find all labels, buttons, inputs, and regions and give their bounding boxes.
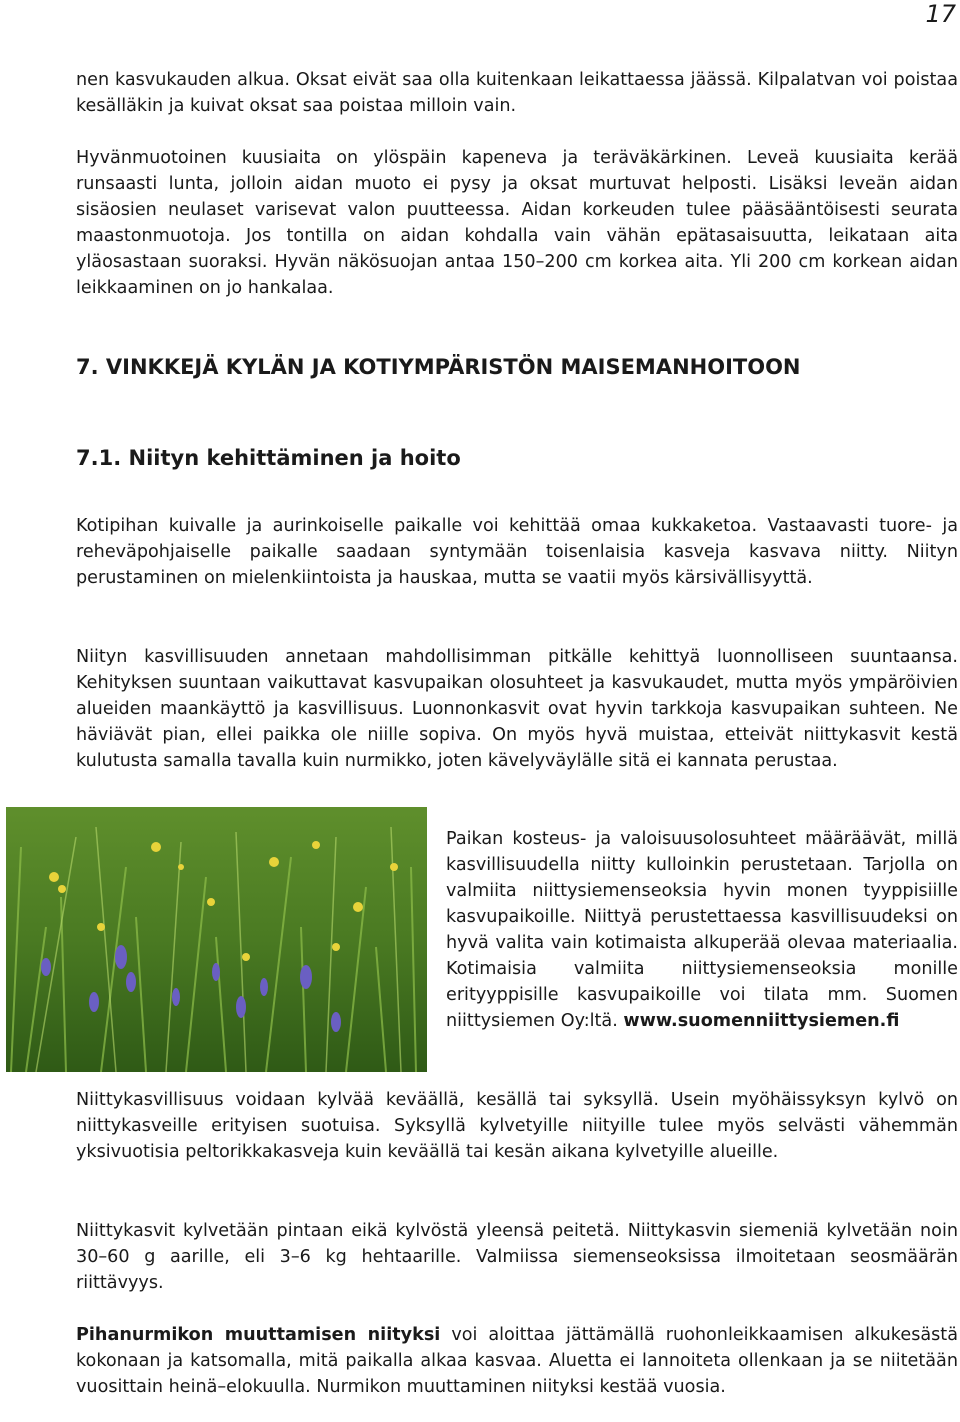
lawn-to-meadow-body: voi aloittaa jättämällä ruohonleikkaamisen alkukesästä kokonaan ja katsomalla, mitä paikalla alkaa kasvaa. Aluetta ei lannoiteta ollenkaan ja se niitetään vuosittain heinä–elokuulla. Nurmikon muuttaminen niityksi kestää vuosia.: [76, 1325, 958, 1397]
paragraph-spruce-hedge: Hyvänmuotoinen kuusiaita on ylöspäin kapeneva ja teräväkärkinen. Leveä kuusiaita kerää runsaasti lunta, jolloin aidan muoto ei pysy ja oksat murtuvat helposti. Lisäksi leveän aidan sisäosien neulaset varisevat valon puutteessa. Aidan korkeuden tulee pääsääntöisesti seurata maastonmuotoja. Jos tontilla on aidan kohdalla vain vähän epätasaisuutta, leikataan aita yläosastaan suoraksi. Hyvän näkösuojan antaa 150–200 cm korkea aita. Yli 200 cm korkean aidan leikkaaminen on jo hankalaa.: [76, 148, 958, 298]
meadow-photo: [6, 807, 427, 1072]
supplier-link[interactable]: www.suomenniittysiemen.fi: [623, 1011, 900, 1031]
paragraph-sowing-amount: Niittykasvit kylvetään pintaan eikä kylvöstä yleensä peitetä. Niittykasvin siemeniä kylvetään noin 30–60 g aarille, eli 3–6 kg hehtaarille. Valmiissa siemenseoksissa ilmoitetaan seosmäärän riittävyys.: [76, 1221, 958, 1293]
paragraph-meadow-intro: Kotipihan kuivalle ja aurinkoiselle paikalle voi kehittää omaa kukkaketoa. Vastaavasti tuore- ja reheväpohjaiselle paikalle saadaan syntymään toisenlaisia kasveja kasvava niitty. Niityn perustaminen on mielenkiintoista ja hauskaa, mutta se vaatii myös kärsivällisyyttä.: [76, 516, 958, 588]
side-text-body: Paikan kosteus- ja valoisuusolosuhteet määräävät, millä kasvillisuudella niitty kulloinkin perustetaan. Tarjolla on valmiita niittysiemenseoksia hyvin monen tyyppisiille kasvupaikoille. Niittyä perustettaessa kasvillisuudeksi on hyvä valita vain kotimaista alkuperää olevaa materiaalia. Kotimaisia valmiita niittysiemenseoksia monille erityyppisille kasvupaikoille voi tilata mm. Suomen niittysiemen Oy:ltä.: [446, 829, 958, 1031]
paragraph-site-conditions: [446, 826, 958, 1034]
section-heading-7: 7. VINKKEJÄ KYLÄN JA KOTIYMPÄRISTÖN MAISEMANHOITOON: [76, 355, 801, 379]
paragraph-meadow-vegetation: Niityn kasvillisuuden annetaan mahdollisimman pitkälle kehittyä luonnolliseen suuntaansa. Kehityksen suuntaan vaikuttavat kasvupaikan olosuhteet ja kasvukaudet, mutta myös ympäröivien alueiden maankäyttö ja kasvillisuus. Luonnonkasvit ovat hyvin tarkkoja kasvupaikan suhteen. Ne häviävät pian, ellei paikka ole niille sopiva. On myös hyvä muistaa, etteivät niittykasvit kestä kulutusta samalla tavalla kuin nurmikko, joten kävelyväylälle sitä ei kannata perustaa.: [76, 647, 958, 771]
lead-phrase: Pihanurmikon muuttamisen niityksi: [76, 1325, 441, 1345]
meadow-photo-image: [6, 807, 427, 1072]
paragraph-sowing-time: Niittykasvillisuus voidaan kylvää keväällä, kesällä tai syksyllä. Usein myöhäissyksyn kylvö on niittykasveille erityisen suotuisa. Syksyllä kylvetyille niityille tulee myös selvästi vähemmän yksivuotisia peltorikkakasveja kuin keväällä tai kesän aikana kylvetyille alueille.: [76, 1090, 958, 1162]
section-heading-7-1: 7.1. Niityn kehittäminen ja hoito: [76, 446, 461, 470]
paragraph-lawn-to-meadow: [76, 1322, 958, 1400]
paragraph-hedge-cutting: nen kasvukauden alkua. Oksat eivät saa olla kuitenkaan leikattaessa jäässä. Kilpalatvan voi poistaa kesälläkin ja kuivat oksat saa poistaa milloin vain.: [76, 70, 958, 116]
page-number: 17: [925, 0, 956, 28]
